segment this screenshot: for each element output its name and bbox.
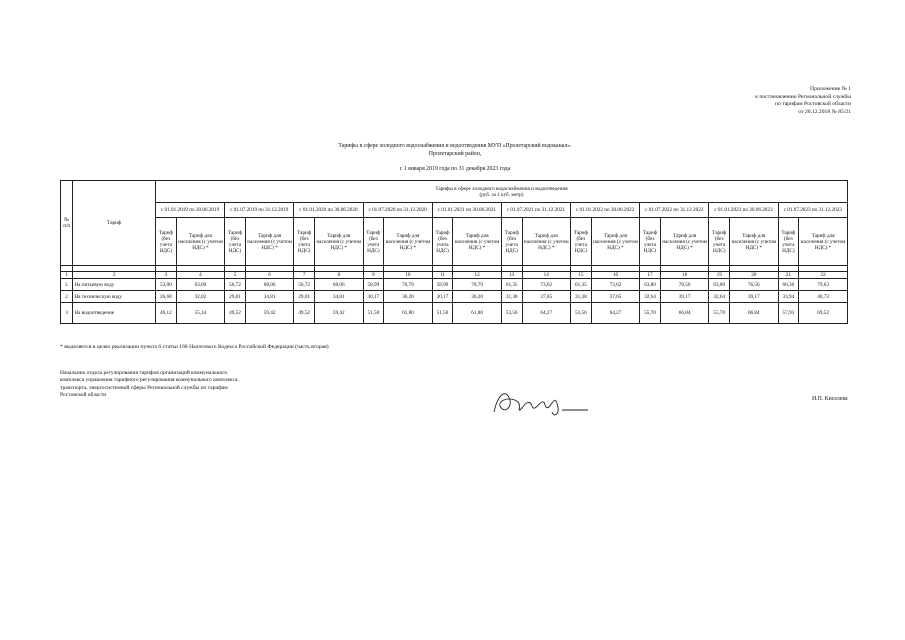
tariff-value: 39,17 <box>730 291 779 303</box>
tariff-value: 37,65 <box>591 291 640 303</box>
tariff-value: 63,60 <box>176 279 225 291</box>
row-name: На питьевую воду <box>73 279 156 291</box>
tariff-value: 57,93 <box>778 303 799 324</box>
tariff-value: 64,27 <box>591 303 640 324</box>
tariff-value: 46,12 <box>156 303 177 324</box>
tariff-value: 64,27 <box>522 303 571 324</box>
tariff-value: 55,70 <box>640 303 661 324</box>
tariff-value: 31,38 <box>501 291 522 303</box>
tariff-value: 66,84 <box>660 303 709 324</box>
tariff-value: 70,79 <box>453 279 502 291</box>
tariff-value: 53,00 <box>156 279 177 291</box>
appendix-line: к постановлению Региональной службы <box>755 93 851 100</box>
tariff-value: 79,63 <box>799 279 848 291</box>
signatory-block <box>60 370 239 400</box>
sub-header: Тариф для населения (с учетом НДС) * <box>384 218 433 266</box>
tariff-value: 36,20 <box>384 291 433 303</box>
title-line-2: Пролетарский район, <box>428 151 482 158</box>
footnote: * выделяется в целях реализации пункта 6 статьи 168 Налогового Кодекса Российской Федерации (часть вторая) <box>60 344 329 350</box>
signatory-name: И.П. Киселева <box>812 396 848 402</box>
column-number: 6 <box>245 272 294 279</box>
column-number: 14 <box>522 272 571 279</box>
sub-header: Тариф (без учета НДС) <box>156 218 177 266</box>
sub-header: Тариф для населения (с учетом НДС) * <box>591 218 640 266</box>
sub-header: Тариф для населения (с учетом НДС) * <box>176 218 225 266</box>
group-header <box>156 181 848 203</box>
document-title <box>170 142 740 173</box>
tariff-value: 66,84 <box>730 303 779 324</box>
tariff-value: 61,35 <box>571 279 592 291</box>
tariff-value: 76,56 <box>730 279 779 291</box>
tariff-value: 59,42 <box>314 303 363 324</box>
period-header: с 01.01.2019 по 30.06.2019 <box>156 203 225 218</box>
column-number: 10 <box>384 272 433 279</box>
appendix-block <box>755 86 851 116</box>
group-header-line1: Тарифы в сфере холодного водоснабжения и водоотведения <box>435 185 568 192</box>
period-header: с 01.07.2022 по 31.12.2022 <box>640 203 709 218</box>
column-number: 16 <box>591 272 640 279</box>
appendix-line: по тарифам Ростовской области <box>775 101 851 108</box>
tariff-value: 55,70 <box>709 303 730 324</box>
tariff-value: 56,72 <box>294 279 315 291</box>
tariff-value: 29,01 <box>225 291 246 303</box>
column-number: 22 <box>799 272 848 279</box>
tariff-value: 61,35 <box>501 279 522 291</box>
column-number: 4 <box>176 272 225 279</box>
tariff-value: 49,52 <box>294 303 315 324</box>
sub-header: Тариф (без учета НДС) <box>501 218 522 266</box>
tariff-value: 39,17 <box>660 291 709 303</box>
tariff-value: 56,72 <box>225 279 246 291</box>
tariff-value: 61,80 <box>453 303 502 324</box>
table-row <box>61 291 848 303</box>
tariff-value: 53,56 <box>501 303 522 324</box>
tariff-value: 26,68 <box>156 291 177 303</box>
column-number: 18 <box>660 272 709 279</box>
period-header: с 01.01.2022 по 30.06.2022 <box>571 203 640 218</box>
row-number: 1. <box>61 279 73 291</box>
tariff-value: 32,64 <box>640 291 661 303</box>
tariff-value: 31,38 <box>571 291 592 303</box>
signatory-line: Начальник отдела регулирования тарифов организаций коммунального <box>60 370 228 376</box>
tariff-value: 76,56 <box>660 279 709 291</box>
tariff-value: 58,99 <box>363 279 384 291</box>
column-number: 8 <box>314 272 363 279</box>
signatory-line: комплекса управления тарифного регулирования коммунального комплекса, <box>60 377 239 384</box>
sub-header: Тариф для населения (с учетом НДС) * <box>799 218 848 266</box>
row-number: 2 <box>61 291 73 303</box>
appendix-line: от 20.12.2018 № 85/21 <box>798 108 851 115</box>
sub-header: Тариф для населения (с учетом НДС) * <box>314 218 363 266</box>
tariff-value: 40,73 <box>799 291 848 303</box>
column-number: 1 <box>61 272 73 279</box>
column-number: 13 <box>501 272 522 279</box>
tariff-value: 59,42 <box>245 303 294 324</box>
column-number: 9 <box>363 272 384 279</box>
tariff-value: 51,50 <box>363 303 384 324</box>
sub-header: Тариф (без учета НДС) <box>709 218 730 266</box>
tariff-value: 70,79 <box>384 279 433 291</box>
tariff-value: 55,34 <box>176 303 225 324</box>
row-number: 3 <box>61 303 73 324</box>
tariff-value: 37,65 <box>522 291 571 303</box>
period-header: с 01.07.2019 по 31.12.2019 <box>225 203 294 218</box>
sub-header: Тариф для населения (с учетом НДС) * <box>522 218 571 266</box>
group-header-line2: (руб. за 1 куб. метр) <box>479 191 524 198</box>
appendix-line: Приложение № 1 <box>810 86 851 92</box>
sub-header: Тариф (без учета НДС) <box>778 218 799 266</box>
tariff-value: 51,50 <box>432 303 453 324</box>
column-number: 2 <box>73 272 156 279</box>
sub-header: Тариф для населения (с учетом НДС) * <box>453 218 502 266</box>
sub-header: Тариф (без учета НДС) <box>363 218 384 266</box>
sub-header: Тариф (без учета НДС) <box>571 218 592 266</box>
signatory-line: транспорта, энергосистемной сферы Региональной службы по тарифам <box>60 384 228 391</box>
column-number: 5 <box>225 272 246 279</box>
period-header: с 01.01.2020 по 30.06.2020 <box>294 203 363 218</box>
table-row <box>61 303 848 324</box>
column-number: 11 <box>432 272 453 279</box>
tariff-value: 29,01 <box>294 291 315 303</box>
sub-header: Тариф для населения (с учетом НДС) * <box>660 218 709 266</box>
tariff-value: 34,81 <box>314 291 363 303</box>
period-header: с 01.07.2021 по 31.12.2021 <box>501 203 570 218</box>
tariff-value: 73,62 <box>522 279 571 291</box>
tariff-value: 61,80 <box>384 303 433 324</box>
tariff-value: 34,81 <box>245 291 294 303</box>
sub-header: Тариф (без учета НДС) <box>294 218 315 266</box>
row-name: На водоотведение <box>73 303 156 324</box>
sub-header: Тариф (без учета НДС) <box>640 218 661 266</box>
tariff-value: 32,02 <box>176 291 225 303</box>
column-number: 19 <box>709 272 730 279</box>
column-number: 7 <box>294 272 315 279</box>
tariff-value: 49,52 <box>225 303 246 324</box>
tariff-value: 63,80 <box>709 279 730 291</box>
tariff-value: 30,17 <box>363 291 384 303</box>
title-line-3: с 1 января 2019 года по 31 декабря 2023 года <box>399 165 511 172</box>
tariffs-table <box>60 180 848 324</box>
tariff-value: 68,06 <box>314 279 363 291</box>
column-number: 12 <box>453 272 502 279</box>
tariff-value: 66,36 <box>778 279 799 291</box>
period-header: с 01.07.2020 по 31.12.2020 <box>363 203 432 218</box>
tariff-value: 33,94 <box>778 291 799 303</box>
handwritten-signature <box>488 382 598 422</box>
sub-header: Тариф (без учета НДС) <box>225 218 246 266</box>
period-header: с 01.01.2023 по 30.06.2023 <box>709 203 778 218</box>
period-header: с 01.01.2021 по 30.06.2021 <box>432 203 501 218</box>
tariff-value: 58,99 <box>432 279 453 291</box>
tariff-value: 68,06 <box>245 279 294 291</box>
period-header: с 01.07.2023 по 31.12.2023 <box>778 203 847 218</box>
column-number: 17 <box>640 272 661 279</box>
signatory-line: Ростовской области <box>60 392 107 399</box>
column-number: 21 <box>778 272 799 279</box>
sub-header: Тариф (без учета НДС) <box>432 218 453 266</box>
column-number: 3 <box>156 272 177 279</box>
tariff-value: 53,56 <box>571 303 592 324</box>
col-tariff-header: Тариф <box>73 181 156 266</box>
column-number: 15 <box>571 272 592 279</box>
tariff-value: 69,52 <box>799 303 848 324</box>
tariff-value: 32,64 <box>709 291 730 303</box>
sub-header: Тариф для населения (с учетом НДС) * <box>245 218 294 266</box>
column-number: 20 <box>730 272 779 279</box>
col-num-header: № п/п <box>61 181 73 266</box>
tariff-value: 63,80 <box>640 279 661 291</box>
tariff-value: 73,62 <box>591 279 640 291</box>
title-line-1: Тарифы в сфере холодного водоснабжения и водоотведения МУП «Пролетарский водоканал». <box>338 143 572 149</box>
table-row <box>61 279 848 291</box>
tariff-value: 36,20 <box>453 291 502 303</box>
sub-header: Тариф для населения (с учетом НДС) * <box>730 218 779 266</box>
row-name: На техническую воду <box>73 291 156 303</box>
tariff-value: 30,17 <box>432 291 453 303</box>
